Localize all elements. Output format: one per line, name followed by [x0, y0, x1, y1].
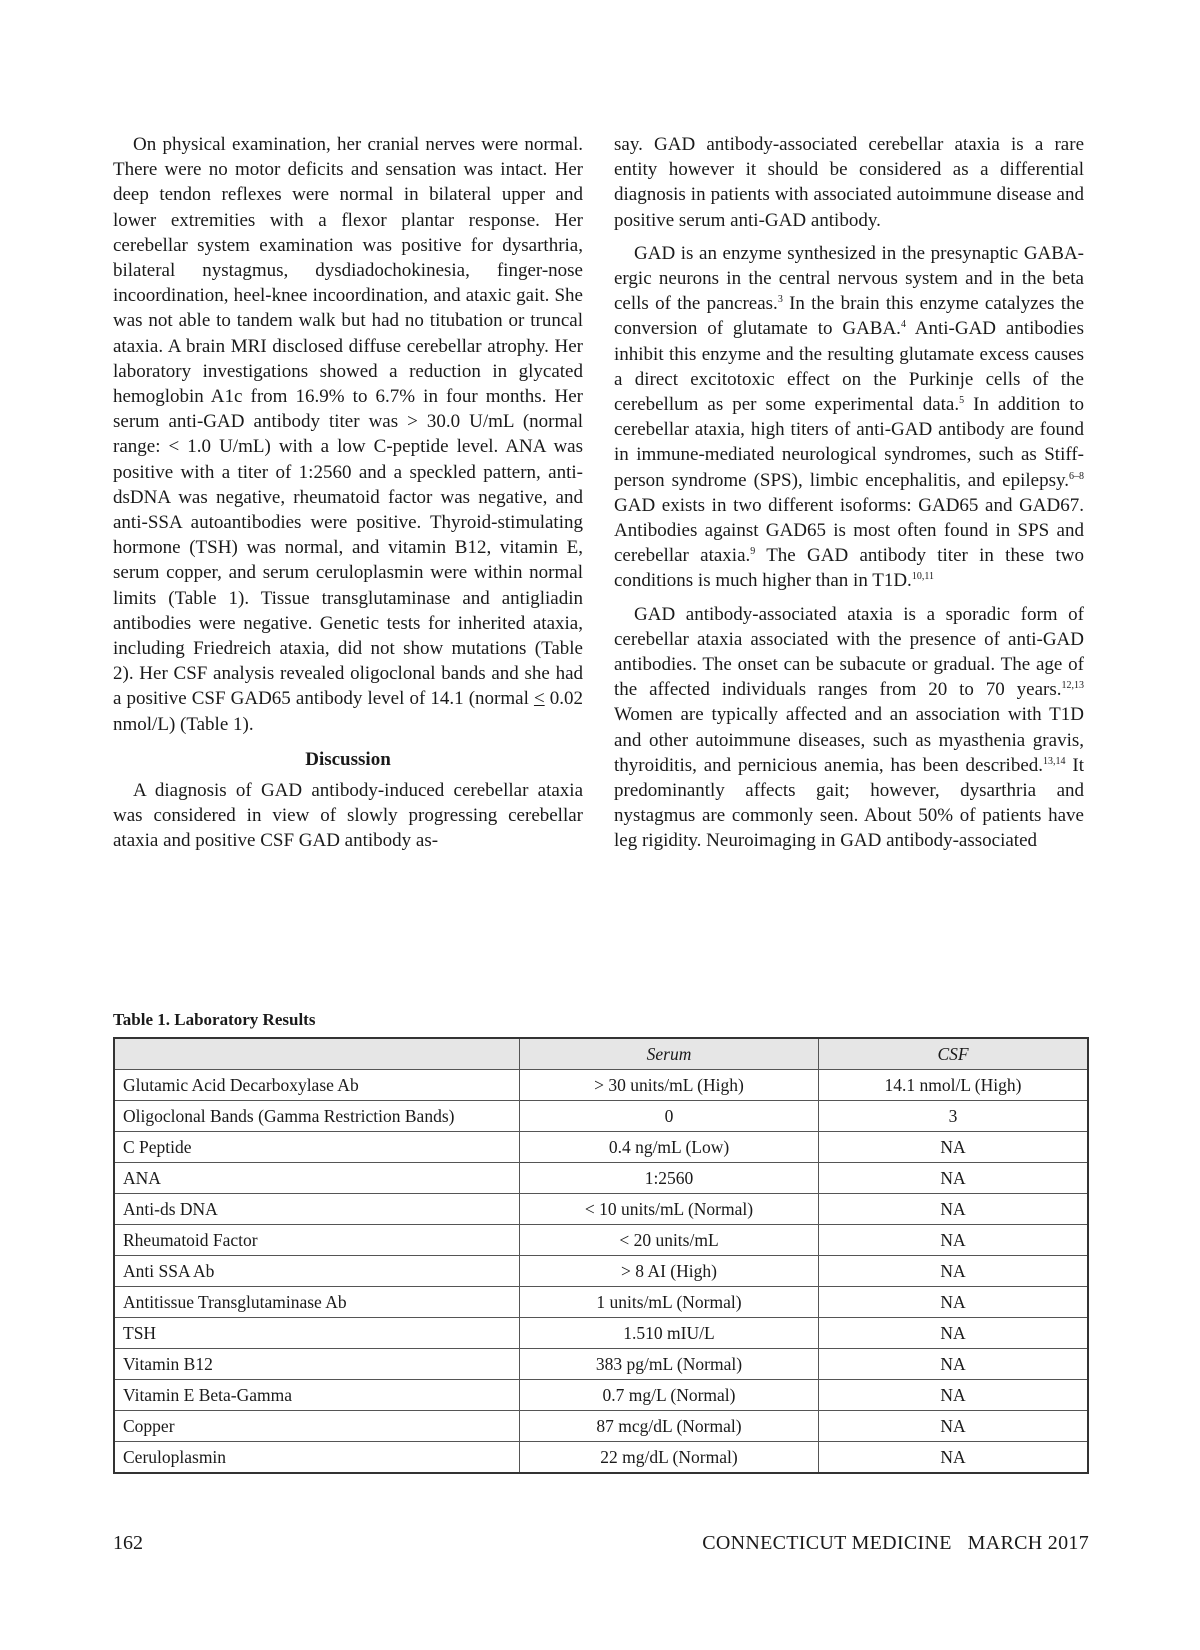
csf-value: NA — [819, 1225, 1089, 1256]
table-row — [114, 1163, 1088, 1194]
citation-ref: 9 — [750, 546, 756, 558]
right-paragraph-1: say. GAD antibody-associated cerebellar ataxia is a rare entity however it should be considered as a differential diagnosis in patients with associated autoimmune disease and positive serum anti-GAD antibody. — [614, 134, 1084, 231]
citation-ref: 4 — [900, 319, 906, 331]
csf-value: 3 — [819, 1101, 1089, 1132]
test-name: Vitamin B12 — [114, 1349, 520, 1380]
citation-ref: 6–8 — [1069, 470, 1084, 482]
csf-value: NA — [819, 1287, 1089, 1318]
csf-value: NA — [819, 1380, 1089, 1411]
serum-value: 383 pg/mL (Normal) — [520, 1349, 819, 1380]
rp3-text-b: Women are typically affected and an association with T1D and other autoimmune diseases, such as myasthenia gravis, thyroiditis, and pernicious anemia, has been described. — [614, 704, 1084, 776]
csf-value: 14.1 nmol/L (High) — [819, 1070, 1089, 1101]
test-name: Anti-ds DNA — [114, 1194, 520, 1225]
csf-value: NA — [819, 1411, 1089, 1442]
table-caption: Table 1. Laboratory Results — [113, 1010, 316, 1029]
header-csf: CSF — [819, 1038, 1089, 1070]
citation-ref: 5 — [959, 395, 965, 407]
table-row — [114, 1411, 1088, 1442]
rp2-text-a: GAD is an enzyme synthesized in the presynaptic GABA-ergic neurons in the central nervous system and in the beta cells of the pancreas. — [614, 242, 1084, 315]
citation-ref: 10,11 — [911, 571, 934, 583]
journal-footer: CONNECTICUT MEDICINE MARCH 2017 — [702, 1532, 1089, 1554]
table-row — [114, 1070, 1088, 1101]
citation-ref: 12,13 — [1061, 680, 1084, 692]
serum-value: 22 mg/dL (Normal) — [520, 1442, 819, 1474]
csf-value: NA — [819, 1442, 1089, 1474]
csf-value: NA — [819, 1318, 1089, 1349]
left-paragraph-1-text: On physical examination, her cranial nerves were normal. There were no motor deficits and sensation was intact. Her deep tendon reflexes were normal in bilateral upper and lower extremities with a flexor plantar response. Her cerebellar system examination was positive for dysarthria, bilateral nystagmus, dysdiadochokinesia, finger-nose incoordination, heel-knee incoordination, and ataxic gait. She was not able to tandem walk but had no titubation or truncal ataxia. A brain MRI disclosed diffuse cerebellar atrophy. Her laboratory investigations showed a reduction in glycated hemoglobin A1c from 16.9% to 6.7% in four months. Her serum anti-GAD antibody titer was > 30.0 U/mL (normal range: < 1.0 U/mL) with a low C-peptide level. ANA was positive with a titer of 1:2560 and a speckled pattern, anti-dsDNA was negative, rheumatoid factor was negative, and anti-SSA autoantibodies were positive. Thyroid-stimulating hormone (TSH) was normal, and vitamin B12, vitamin E, serum copper, and serum ceruloplasmin were within normal limits (Table 1). Tissue transglutaminase and antigliadin antibodies were negative. Genetic tests for inherited ataxia, including Friedreich ataxia, did not show mutations (Table 2). Her CSF analysis revealed oligoclonal bands and she had a positive CSF GAD65 antibody level of 14.1 (normal — [113, 134, 583, 710]
table-row — [114, 1318, 1088, 1349]
table-row — [114, 1225, 1088, 1256]
table-row — [114, 1349, 1088, 1380]
rp3-text-c: It predominantly affects gait; however, dysarthria and nystagmus are commonly seen. About 50% of patients have leg rigidity. Neuroimaging in GAD antibody-associated — [614, 754, 1085, 852]
serum-value: 0 — [520, 1101, 819, 1132]
right-paragraph-2 — [614, 241, 1084, 594]
csf-value: NA — [819, 1163, 1089, 1194]
left-text-column — [113, 132, 583, 854]
serum-value: 1 units/mL (Normal) — [520, 1287, 819, 1318]
less-equal-symbol: < — [533, 688, 545, 710]
table-row — [114, 1380, 1088, 1411]
csf-value: NA — [819, 1132, 1089, 1163]
header-blank — [114, 1038, 520, 1070]
test-name: C Peptide — [114, 1132, 520, 1163]
serum-value: < 10 units/mL (Normal) — [520, 1194, 819, 1225]
rp2-text-e: GAD exists in two different isoforms: GAD65 and GAD67. Antibodies against GAD65 is most often found in SPS and cerebellar ataxia. — [614, 494, 1084, 567]
serum-value: > 8 AI (High) — [520, 1256, 819, 1287]
test-name: Oligoclonal Bands (Gamma Restriction Bands) — [114, 1101, 520, 1132]
rp2-text-f: The GAD antibody titer in these two conditions is much higher than in T1D. — [614, 545, 1084, 592]
citation-ref: 13,14 — [1043, 755, 1066, 767]
test-name: Antitissue Transglutaminase Ab — [114, 1287, 520, 1318]
serum-value: 0.4 ng/mL (Low) — [520, 1132, 819, 1163]
serum-value: 87 mcg/dL (Normal) — [520, 1411, 819, 1442]
rp3-text-a: GAD antibody-associated ataxia is a sporadic form of cerebellar ataxia associated with the presence of anti-GAD antibodies. The onset can be subacute or gradual. The age of the affected individuals ranges from 20 to 70 years. — [614, 603, 1084, 701]
csf-value: NA — [819, 1256, 1089, 1287]
header-serum: Serum — [520, 1038, 819, 1070]
serum-value: 1.510 mIU/L — [520, 1318, 819, 1349]
test-name: Rheumatoid Factor — [114, 1225, 520, 1256]
table-row — [114, 1442, 1088, 1474]
right-text-column — [614, 132, 1084, 854]
rp2-text-d: In addition to cerebellar ataxia, high titers of anti-GAD antibody are found in immune-mediated neurological syndromes, such as Stiff-person syndrome (SPS), limbic encephalitis, and epilepsy. — [614, 394, 1084, 491]
discussion-heading: Discussion — [305, 748, 391, 770]
serum-value: 0.7 mg/L (Normal) — [520, 1380, 819, 1411]
test-name: Vitamin E Beta-Gamma — [114, 1380, 520, 1411]
serum-value: 1:2560 — [520, 1163, 819, 1194]
csf-value: NA — [819, 1349, 1089, 1380]
test-name: Anti SSA Ab — [114, 1256, 520, 1287]
test-name: Copper — [114, 1411, 520, 1442]
right-paragraph-3 — [614, 602, 1084, 854]
test-name: TSH — [114, 1318, 520, 1349]
citation-ref: 3 — [777, 294, 783, 306]
table-row — [114, 1101, 1088, 1132]
rp2-text-b: In the brain this enzyme catalyzes the conversion of glutamate to GABA. — [614, 293, 1084, 340]
table-row — [114, 1256, 1088, 1287]
lab-results-table — [113, 1037, 1089, 1474]
left-paragraph-2: A diagnosis of GAD antibody-induced cerebellar ataxia was considered in view of slowly progressing cerebellar ataxia and positive CSF GAD antibody as- — [113, 780, 583, 852]
test-name: Glutamic Acid Decarboxylase Ab — [114, 1070, 520, 1101]
table-row — [114, 1132, 1088, 1163]
left-paragraph-1 — [113, 132, 583, 737]
table-row — [114, 1287, 1088, 1318]
table-header-row — [114, 1038, 1088, 1070]
left-paragraph-1-end: 0.02 nmol/L) (Table 1). — [113, 688, 583, 735]
test-name: ANA — [114, 1163, 520, 1194]
serum-value: > 30 units/mL (High) — [520, 1070, 819, 1101]
serum-value: < 20 units/mL — [520, 1225, 819, 1256]
table-row — [114, 1194, 1088, 1225]
rp2-text-c: Anti-GAD antibodies inhibit this enzyme and the resulting glutamate excess causes a direct excitotoxic effect on the Purkinje cells of the cerebellum as per some experimental data. — [614, 318, 1084, 416]
test-name: Ceruloplasmin — [114, 1442, 520, 1474]
page-number: 162 — [113, 1532, 143, 1554]
csf-value: NA — [819, 1194, 1089, 1225]
